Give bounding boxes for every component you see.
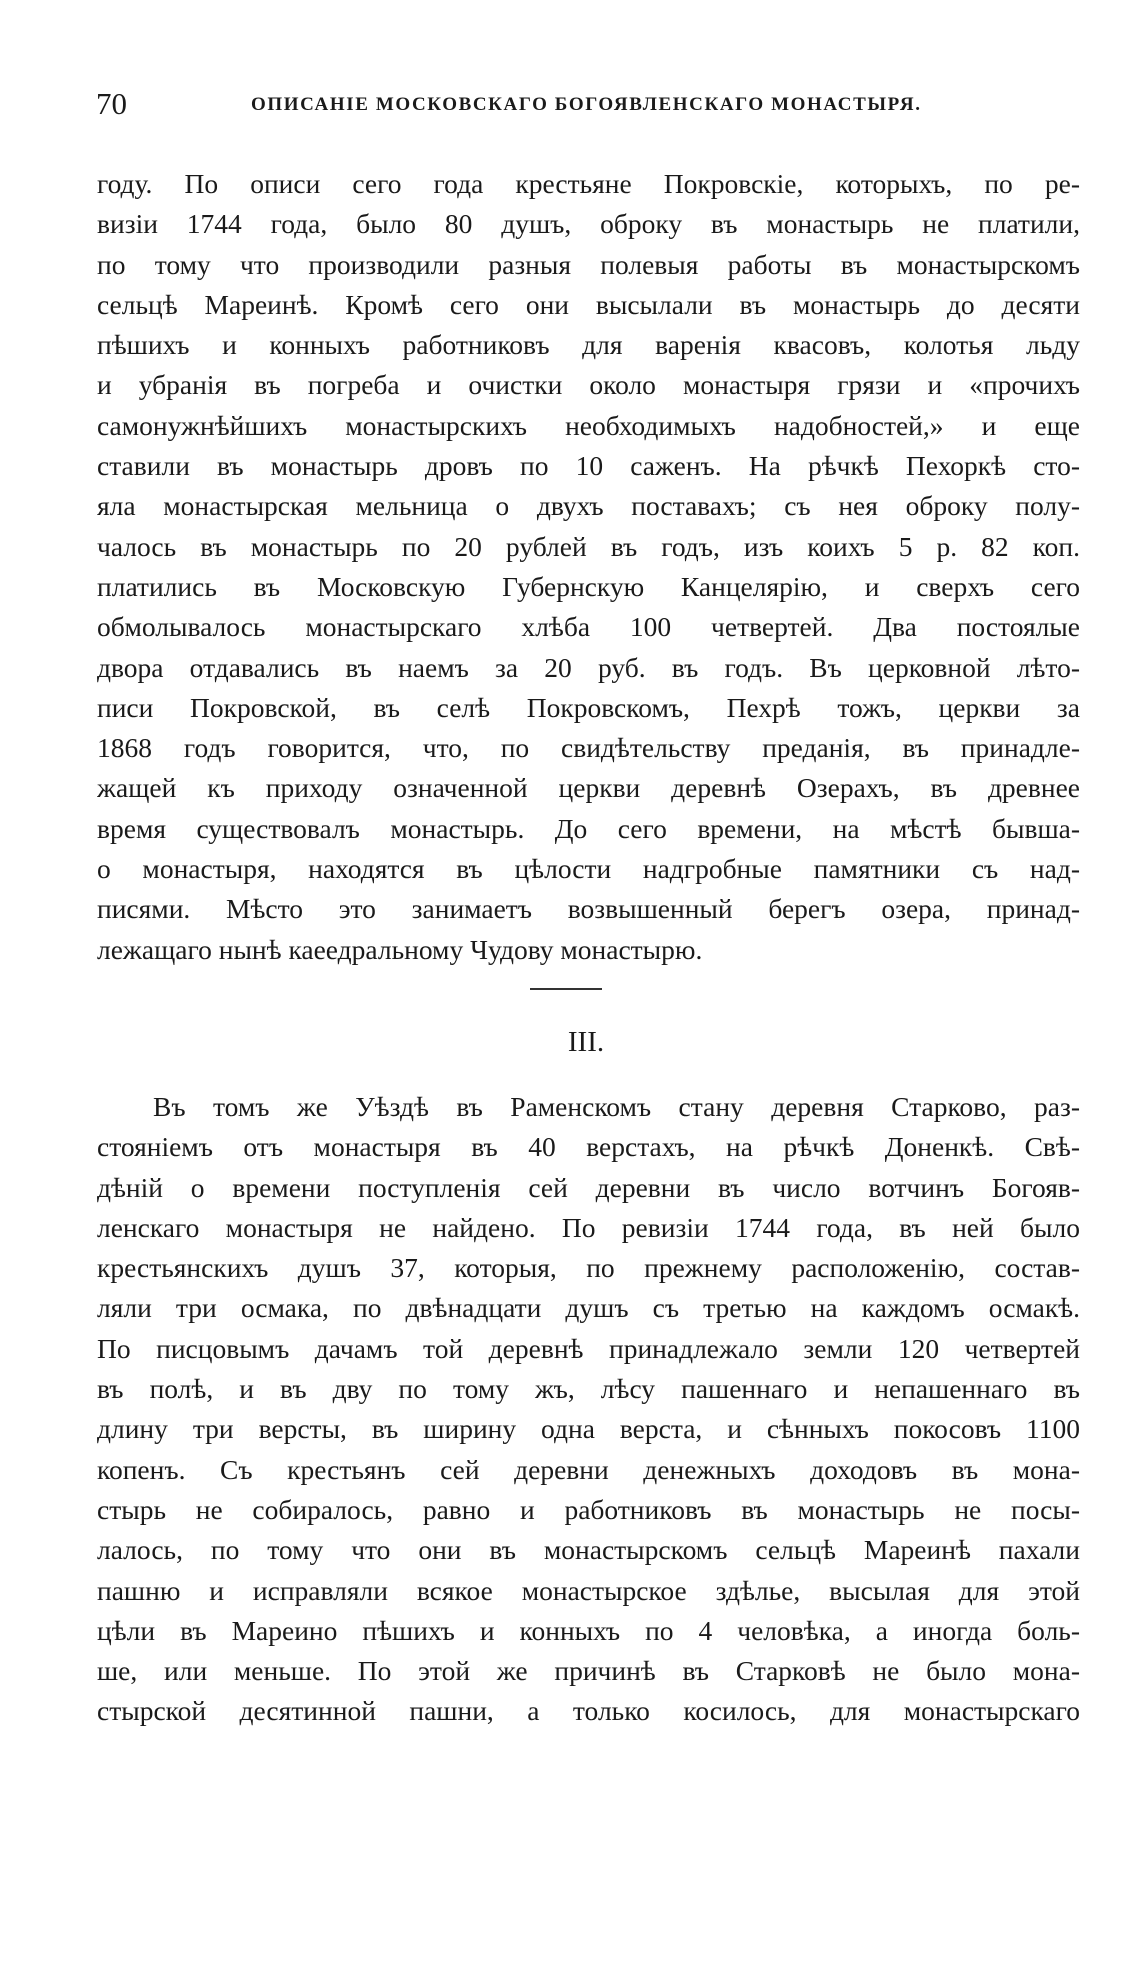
text-line: самонужнѣйшихъ монастырскихъ необходимыхъ надобностей,» и еще xyxy=(97,409,1080,441)
text-line: пѣшихъ и конныхъ работниковъ для варенія квасовъ, колотья льду xyxy=(97,329,1080,361)
text-line: дѣній о времени поступленія сей деревни въ число вотчинъ Богояв- xyxy=(97,1171,1080,1203)
text-line: лежащаго нынѣ каеедральному Чудову монастырю. xyxy=(97,933,703,965)
text-line: писи Покровской, въ селѣ Покровскомъ, Пехрѣ тожъ, церкви за xyxy=(97,691,1080,723)
text-line: двора отдавались въ наемъ за 20 руб. въ годъ. Въ церковной лѣто- xyxy=(97,651,1080,683)
text-line: ленскаго монастыря не найдено. По ревизіи 1744 года, въ ней было xyxy=(97,1211,1080,1243)
text-line: чалось въ монастырь по 20 рублей въ годъ, изъ коихъ 5 р. 82 коп. xyxy=(97,530,1080,562)
text-line: стояніемъ отъ монастыря въ 40 верстахъ, на рѣчкѣ Доненкѣ. Свѣ- xyxy=(97,1131,1080,1163)
text-line: жащей къ приходу означенной церкви деревнѣ Озерахъ, въ древнее xyxy=(97,772,1080,804)
text-line: ставили въ монастырь дровъ по 10 саженъ. На рѣчкѣ Пехоркѣ сто- xyxy=(97,450,1080,482)
text-line: въ полѣ, и въ дву по тому жъ, лѣсу пашеннаго и непашеннаго въ xyxy=(97,1373,1080,1405)
page-number: 70 xyxy=(96,86,127,121)
running-title: ОПИСАНІЕ МОСКОВСКАГО БОГОЯВЛЕНСКАГО МОНАСТЫРЯ. xyxy=(251,94,922,115)
section-divider xyxy=(530,988,602,990)
text-line: и убранія въ погреба и очистки около монастыря грязи и «прочихъ xyxy=(97,369,1080,401)
text-line: о монастыря, находятся въ цѣлости надгробные памятники съ над- xyxy=(97,853,1080,885)
running-head xyxy=(96,86,1082,126)
text-line: длину три версты, въ ширину одна верста, и сѣнныхъ покосовъ 1100 xyxy=(97,1413,1080,1445)
text-line: сельцѣ Мареинѣ. Кромѣ сего они высылали въ монастырь до десяти xyxy=(97,288,1080,320)
text-line: стырь не собиралось, равно и работниковъ въ монастырь не посы- xyxy=(97,1493,1080,1525)
text-line: время существовалъ монастырь. До сего времени, на мѣстѣ бывша- xyxy=(97,812,1080,844)
text-line: обмолывалось монастырскаго хлѣба 100 четвертей. Два постоялые xyxy=(97,611,1080,643)
text-line: крестьянскихъ душъ 37, которыя, по прежнему расположенію, состав- xyxy=(97,1252,1080,1284)
text-line: яла монастырская мельница о двухъ поставахъ; съ нея оброку полу- xyxy=(97,490,1080,522)
text-line: ляли три осмака, по двѣнадцати душъ съ третью на каждомъ осмакѣ. xyxy=(97,1292,1080,1324)
text-line: По писцовымъ дачамъ той деревнѣ принадлежало земли 120 четвертей xyxy=(97,1332,1080,1364)
text-line: копенъ. Съ крестьянъ сей деревни денежныхъ доходовъ въ мона- xyxy=(97,1453,1080,1485)
text-line: 1868 годъ говорится, что, по свидѣтельству преданія, въ принадле- xyxy=(97,732,1080,764)
text-line: стырской десятинной пашни, а только косилось, для монастырскаго xyxy=(97,1695,1080,1727)
text-line: визіи 1744 года, было 80 душъ, оброку въ монастырь не платили, xyxy=(97,208,1080,240)
text-line: по тому что производили разныя полевыя работы въ монастырскомъ xyxy=(97,248,1080,280)
text-line: лалось, по тому что они въ монастырскомъ сельцѣ Мареинѣ пахали xyxy=(97,1534,1080,1566)
text-line: Въ томъ же Уѣздѣ въ Раменскомъ стану деревня Старково, раз- xyxy=(153,1091,1080,1122)
text-line: писями. Мѣсто это занимаетъ возвышенный берегъ озера, принад- xyxy=(97,893,1080,925)
section-heading: III. xyxy=(567,1026,605,1058)
paragraph-1 xyxy=(97,164,1080,970)
text-line: году. По описи сего года крестьяне Покровскіе, которыхъ, по ре- xyxy=(97,168,1080,199)
text-line: пашню и исправляли всякое монастырское здѣлье, высылая для этой xyxy=(97,1574,1080,1606)
text-line: платились въ Московскую Губернскую Канцелярію, и сверхъ сего xyxy=(97,570,1080,602)
paragraph-2 xyxy=(97,1087,1080,1732)
text-line: ше, или меньше. По этой же причинѣ въ Старковѣ не было мона- xyxy=(97,1655,1080,1687)
text-line: цѣли въ Мареино пѣшихъ и конныхъ по 4 человѣка, а иногда боль- xyxy=(97,1614,1080,1646)
